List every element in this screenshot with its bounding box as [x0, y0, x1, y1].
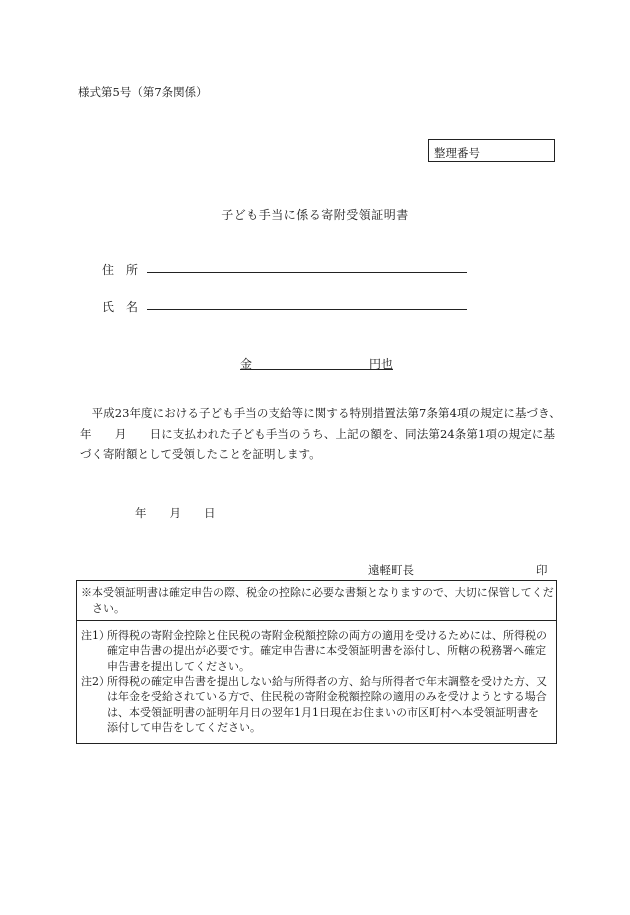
- note-text: 所得税の寄附金控除と住民税の寄附金税額控除の両方の適用を受けるためには、所得税の確定申告書の提出が必要です。確定申告書に本受領証明書を添付し、所轄の税務署へ確定申告書を提出してください。: [107, 629, 547, 673]
- address-label: 住 所: [102, 263, 139, 277]
- note-text: 所得税の確定申告書を提出しない給与所得者の方、給与所得者で年末調整を受けた方、又は年金を受給されている方で、住民税の寄附金税額控除の適用のみを受けようとする場合は、本受領証明書の証明年月日の翌年1月1日現在お住まいの市区町村へ本受領証明書を添付して申告をしてください。: [107, 675, 547, 734]
- amount-prefix: 金: [240, 357, 253, 371]
- issue-date: 年 月 日: [135, 506, 216, 520]
- amount-field[interactable]: [240, 355, 393, 370]
- notes-box: [76, 580, 557, 744]
- mayor-title: 遠軽町長: [368, 563, 414, 577]
- address-field[interactable]: [147, 272, 467, 273]
- note-item: [81, 628, 549, 674]
- name-label: 氏 名: [102, 300, 139, 314]
- form-number-label: 様式第5号（第7条関係）: [78, 85, 208, 99]
- document-title: 子ども手当に係る寄附受領証明書: [221, 208, 409, 222]
- note-number: 注1）: [81, 629, 110, 642]
- amount-suffix: 円也: [368, 357, 393, 371]
- reference-number-box[interactable]: [428, 139, 555, 162]
- notice-text: ※本受領証明書は確定申告の際、税金の控除に必要な書類となりますので、大切に保管してください。: [81, 586, 554, 615]
- name-field[interactable]: [147, 309, 467, 310]
- reference-number-label: 整理番号: [434, 146, 480, 160]
- certification-statement: 平成23年度における子ども手当の支給等に関する特別措置法第7条第4項の規定に基づき、 年 月 日に支払われた子ども手当のうち、上記の額を、同法第24条第1項の規定に基づく寄附額として受領したことを証明します。: [80, 406, 578, 461]
- note-number: 注2）: [81, 675, 110, 688]
- notice-section: [77, 581, 556, 621]
- note-item: [81, 674, 549, 735]
- seal-mark: 印: [536, 563, 548, 577]
